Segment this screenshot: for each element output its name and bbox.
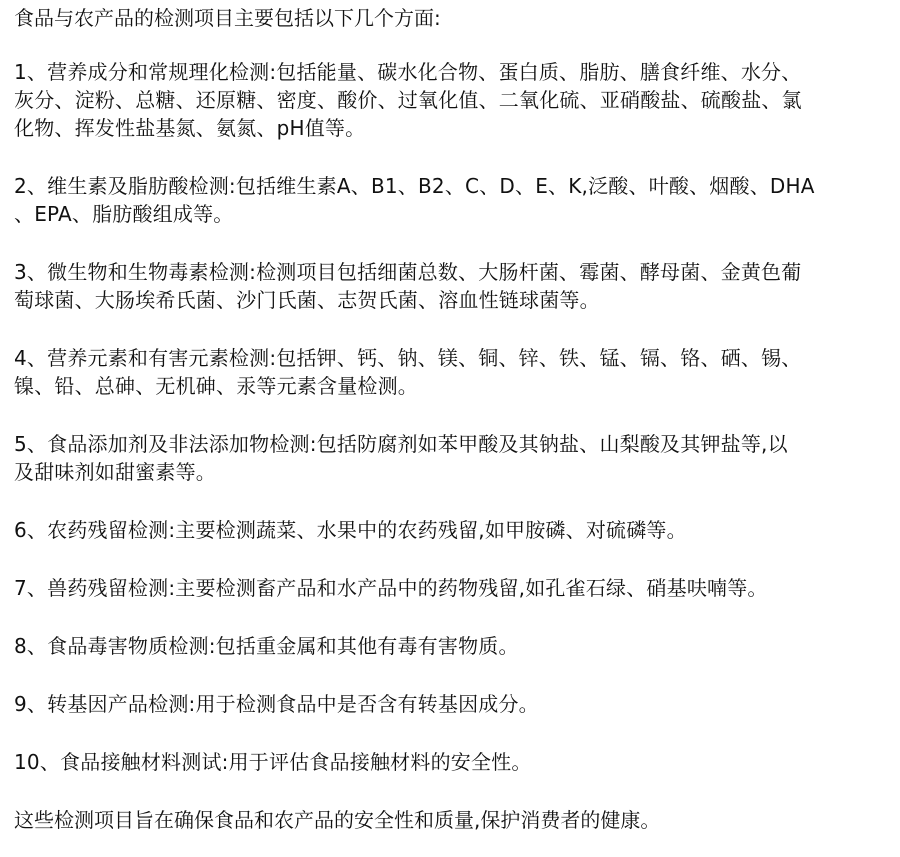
item-line: 5、食品添加剂及非法添加物检测:包括防腐剂如苯甲酸及其钠盐、山梨酸及其钾盐等,以 (14, 432, 788, 456)
item-line: 4、营养元素和有害元素检测:包括钾、钙、钠、镁、铜、锌、铁、锰、镉、铬、硒、锡、 (14, 346, 802, 370)
item-line: 灰分、淀粉、总糖、还原糖、密度、酸价、过氧化值、二氧化硫、亚硝酸盐、硫酸盐、氯 (14, 88, 802, 112)
item-text (14, 632, 886, 660)
item-line: 萄球菌、大肠埃希氏菌、沙门氏菌、志贺氏菌、溶血性链球菌等。 (14, 288, 600, 312)
item-line: 1、营养成分和常规理化检测:包括能量、碳水化合物、蛋白质、脂肪、膳食纤维、水分、 (14, 60, 802, 84)
item-line: 及甜味剂如甜蜜素等。 (14, 460, 216, 484)
list-item-6 (14, 516, 886, 544)
item-line: 8、食品毒害物质检测:包括重金属和其他有毒有害物质。 (14, 634, 519, 658)
conclusion-paragraph: 这些检测项目旨在确保食品和农产品的安全性和质量,保护消费者的健康。 (14, 808, 661, 832)
list-item-2 (14, 172, 886, 228)
list-item-7 (14, 574, 886, 602)
item-line: 6、农药残留检测:主要检测蔬菜、水果中的农药残留,如甲胺磷、对硫磷等。 (14, 518, 687, 542)
list-item-9 (14, 690, 886, 718)
list-item-10 (14, 748, 886, 776)
intro-paragraph: 食品与农产品的检测项目主要包括以下几个方面: (14, 6, 441, 30)
item-line: 10、食品接触材料测试:用于评估食品接触材料的安全性。 (14, 750, 532, 774)
item-line: 7、兽药残留检测:主要检测畜产品和水产品中的药物残留,如孔雀石绿、硝基呋喃等。 (14, 576, 768, 600)
item-line: 化物、挥发性盐基氮、氨氮、pH值等。 (14, 116, 366, 140)
item-line: 镍、铅、总砷、无机砷、汞等元素含量检测。 (14, 374, 418, 398)
item-line: 2、维生素及脂肪酸检测:包括维生素A、B1、B2、C、D、E、K,泛酸、叶酸、烟酸、DHA (14, 174, 815, 198)
item-text (14, 430, 886, 486)
item-text (14, 516, 886, 544)
item-line: 9、转基因产品检测:用于检测食品中是否含有转基因成分。 (14, 692, 539, 716)
item-text (14, 574, 886, 602)
item-text (14, 344, 886, 400)
list-item-4 (14, 344, 886, 400)
item-text (14, 58, 886, 142)
list-item-3 (14, 258, 886, 314)
item-line: 、EPA、脂肪酸组成等。 (14, 202, 234, 226)
list-item-1 (14, 58, 886, 142)
item-text (14, 690, 886, 718)
item-text (14, 172, 886, 228)
list-item-5 (14, 430, 886, 486)
item-text (14, 748, 886, 776)
item-text (14, 258, 886, 314)
list-item-8 (14, 632, 886, 660)
item-line: 3、微生物和生物毒素检测:检测项目包括细菌总数、大肠杆菌、霉菌、酵母菌、金黄色葡 (14, 260, 802, 284)
